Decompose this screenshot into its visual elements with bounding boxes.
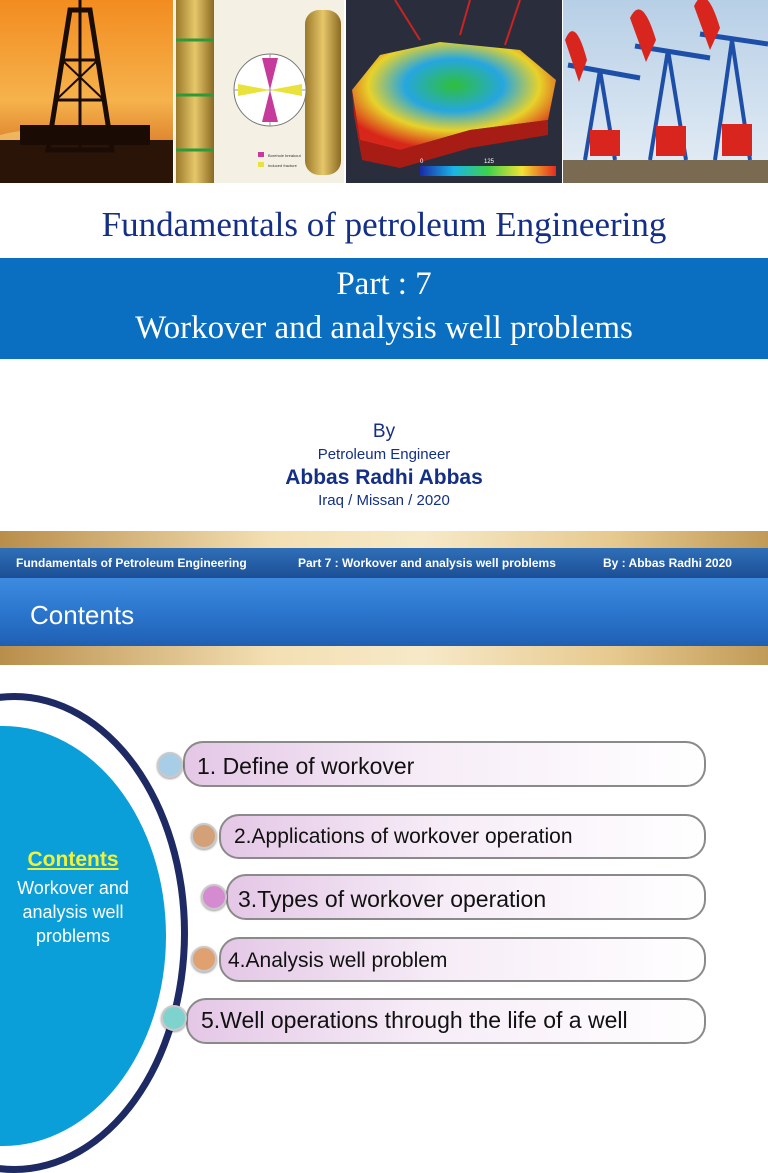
contents-item-label: 3.Types of workover operation: [238, 886, 547, 912]
scale-max-label: 125: [484, 159, 495, 165]
header-course-name: Fundamentals of Petroleum Engineering: [16, 556, 247, 570]
bullet-icon: [161, 1005, 187, 1031]
gold-stripe-bottom: [0, 646, 768, 665]
bullet-icon: [201, 884, 227, 910]
circle-title: Contents: [27, 848, 119, 871]
gold-stripe-top: [0, 531, 768, 548]
reservoir-model-figure: [346, 0, 562, 183]
core-log-figure: [174, 0, 344, 183]
contents-item-label: 2.Applications of workover operation: [234, 825, 573, 848]
bullet-icon: [191, 946, 217, 972]
part-number: Part : 7: [336, 266, 432, 302]
pumpjacks-photo: [563, 0, 768, 183]
header-part-name: Part 7 : Workover and analysis well problems: [298, 556, 556, 570]
contents-item-label: 1. Define of workover: [197, 753, 415, 779]
contents-heading: Contents: [30, 600, 135, 630]
contents-item-label: 5.Well operations through the life of a well: [201, 1007, 628, 1033]
bullet-icon: [157, 752, 183, 778]
scale-min-label: 0: [420, 159, 424, 165]
photo-banner: [0, 0, 768, 183]
by-label: By: [372, 421, 396, 442]
header-author: By : Abbas Radhi 2020: [603, 556, 732, 570]
bullet-icon: [191, 823, 217, 849]
rose-legend-fracture: Induced fracture: [268, 163, 297, 168]
circle-text: Workover and analysis well problems: [17, 878, 129, 946]
rose-legend-breakout: Borehole breakout: [268, 153, 301, 158]
drilling-rig-photo: [0, 0, 173, 183]
author-name: Abbas Radhi Abbas: [285, 466, 483, 489]
presentation-subtitle: Workover and analysis well problems: [135, 310, 633, 346]
presentation-title: Fundamentals of petroleum Engineering: [101, 205, 667, 244]
author-role: Petroleum Engineer: [317, 446, 451, 463]
contents-item-label: 4.Analysis well problem: [228, 949, 448, 972]
author-location: Iraq / Missan / 2020: [318, 492, 450, 509]
